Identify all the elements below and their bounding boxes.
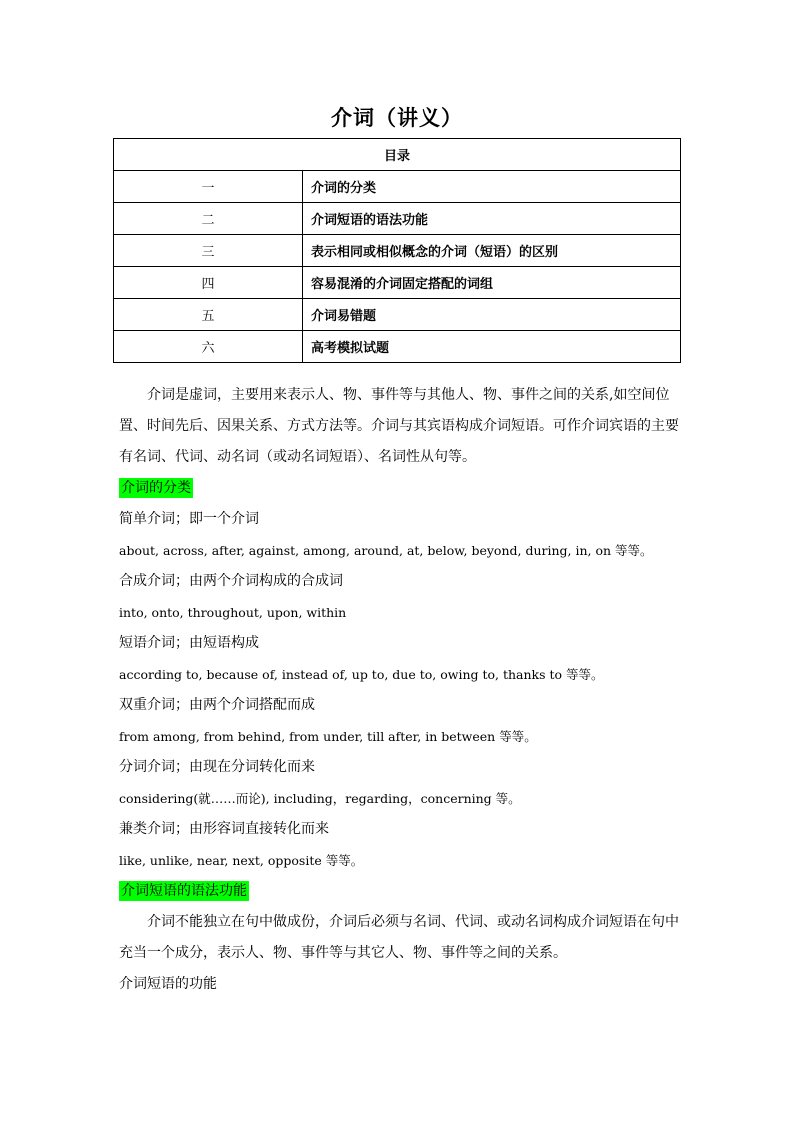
- toc-num: 四: [114, 267, 303, 299]
- intro-line: 介词是虚词，主要用来表示人、物、事件等与其他人、物、事件之间的关系,如空间位: [147, 387, 670, 403]
- toc-item: 介词的分类: [303, 171, 681, 203]
- paragraph-line: 介词不能独立在句中做成份，介词后必须与名词、代词、或动名词构成介词短语在句中: [147, 914, 679, 930]
- toc-item: 高考模拟试题: [303, 331, 681, 363]
- toc-num: 六: [114, 331, 303, 363]
- category-examples: considering(就……而论), including，regarding，concerning 等。: [119, 791, 521, 806]
- category-label: 合成介词；由两个介词构成的合成词: [119, 573, 343, 589]
- toc-num: 五: [114, 299, 303, 331]
- category-label: 简单介词；即一个介词: [119, 511, 259, 527]
- toc-num: 二: [114, 203, 303, 235]
- category-label: 兼类介词；由形容词直接转化而来: [119, 821, 329, 837]
- toc-num: 三: [114, 235, 303, 267]
- toc-item: 容易混淆的介词固定搭配的词组: [303, 267, 681, 299]
- subheading: 介词短语的功能: [119, 976, 217, 992]
- highlighted-heading: 介词的分类: [121, 480, 191, 496]
- category-label: 分词介词；由现在分词转化而来: [119, 759, 315, 775]
- toc-row: [114, 299, 681, 331]
- category-examples: like, unlike, near, next, opposite 等等。: [119, 853, 364, 868]
- toc-row: [114, 171, 681, 203]
- paragraph-line: 充当一个成分，表示人、物、事件等与其它人、物、事件等之间的关系。: [119, 945, 567, 961]
- toc-item: 表示相同或相似概念的介词（短语）的区别: [303, 235, 681, 267]
- toc-num: 一: [114, 171, 303, 203]
- toc-item: 介词短语的语法功能: [303, 203, 681, 235]
- toc-row: [114, 267, 681, 299]
- category-examples: into, onto, throughout, upon, within: [119, 605, 347, 620]
- section-heading-function: [119, 876, 681, 907]
- toc-row: [114, 203, 681, 235]
- toc-row: [114, 331, 681, 363]
- category-label: 短语介词；由短语构成: [119, 635, 259, 651]
- section-heading-classification: [119, 473, 681, 504]
- toc-table: [113, 138, 681, 363]
- toc-item: 介词易错题: [303, 299, 681, 331]
- category-label: 双重介词；由两个介词搭配而成: [119, 697, 315, 713]
- category-examples: about, across, after, against, among, around, at, below, beyond, during, in, on 等等。: [119, 543, 653, 558]
- page-title: 介词（讲义）: [331, 105, 463, 130]
- intro-line: 有名词、代词、动名词（或动名词短语）、名词性从句等。: [119, 449, 476, 465]
- toc-header-row: [114, 139, 681, 171]
- intro-line: 置、时间先后、因果关系、方式方法等。介词与其宾语构成介词短语。可作介词宾语的主要: [119, 418, 679, 434]
- toc-row: [114, 235, 681, 267]
- toc-header: 目录: [114, 139, 681, 171]
- document-body: [119, 380, 681, 1000]
- category-examples: from among, from behind, from under, till after, in between 等等。: [119, 729, 537, 744]
- highlighted-heading: 介词短语的语法功能: [121, 883, 247, 899]
- category-examples: according to, because of, instead of, up to, due to, owing to, thanks to 等等。: [119, 667, 604, 682]
